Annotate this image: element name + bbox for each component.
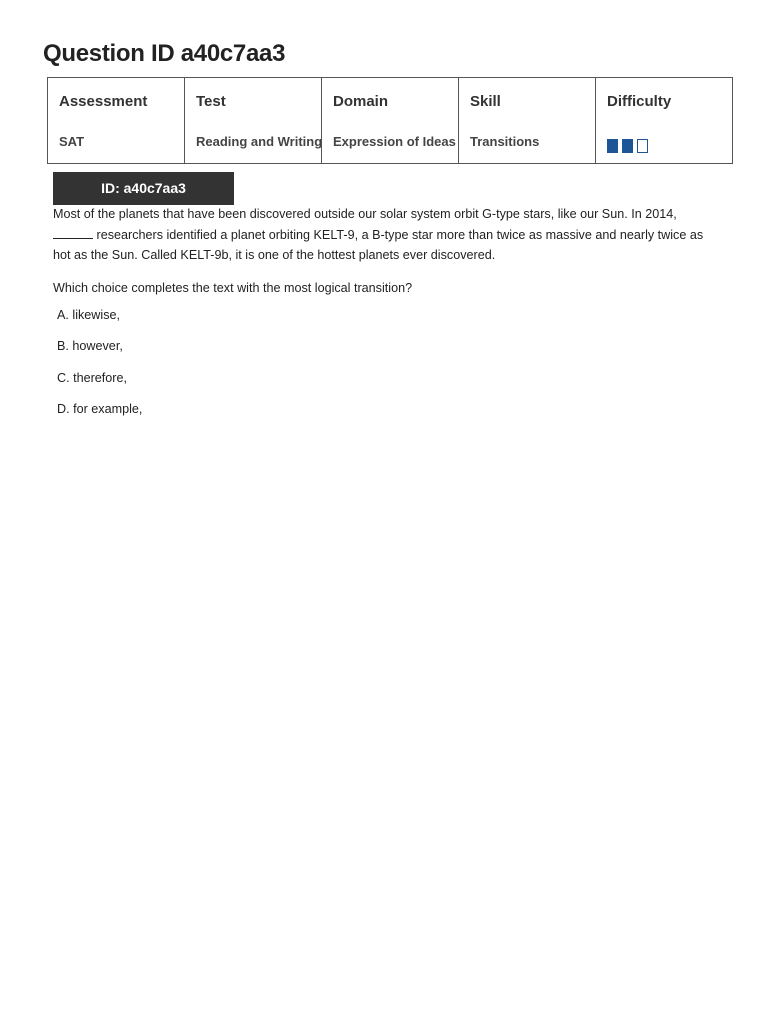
assessment-header: Assessment — [59, 93, 148, 110]
question-metadata-table — [47, 77, 733, 164]
choice-a[interactable] — [57, 306, 142, 337]
domain-value: Expression of Ideas — [333, 134, 456, 149]
question-id-badge: ID: a40c7aa3 — [53, 172, 234, 205]
metadata-row — [48, 78, 733, 164]
difficulty-empty-box — [637, 139, 648, 153]
choice-letter: C. — [57, 370, 70, 385]
domain-header: Domain — [333, 93, 389, 110]
passage-text-after-blank: researchers identified a planet orbiting KELT-9, a B-type star more than twice as massive and nearly twice as hot as the Sun. Called KELT-9b, it is one of the hottest planets ever discovered. — [53, 227, 704, 262]
assessment-value: SAT — [59, 134, 85, 149]
difficulty-header: Difficulty — [607, 93, 672, 110]
skill-header: Skill — [470, 93, 501, 110]
difficulty-filled-box — [622, 139, 633, 153]
page-title: Question ID a40c7aa3 — [43, 40, 286, 67]
test-cell — [185, 78, 322, 164]
choice-text: however, — [72, 339, 123, 354]
choice-c[interactable] — [57, 369, 142, 400]
choice-letter: D. — [57, 401, 70, 416]
choice-letter: B. — [57, 339, 69, 354]
choice-text: therefore, — [73, 370, 127, 385]
test-value: Reading and Writing — [196, 134, 323, 149]
passage-text-before-blank: Most of the planets that have been discovered outside our solar system orbit G-type stars, like our Sun. In 2014, — [53, 207, 677, 221]
test-header: Test — [196, 93, 226, 110]
choice-d[interactable] — [57, 400, 142, 431]
choice-b[interactable] — [57, 337, 142, 368]
difficulty-indicator — [607, 139, 721, 153]
difficulty-filled-box — [607, 139, 618, 153]
difficulty-cell — [596, 78, 733, 164]
assessment-cell — [48, 78, 185, 164]
skill-value: Transitions — [470, 134, 540, 149]
answer-choices — [57, 306, 142, 431]
answer-blank — [53, 225, 93, 239]
domain-cell — [322, 78, 459, 164]
choice-text: likewise, — [72, 308, 120, 322]
question-passage — [53, 205, 721, 265]
choice-letter: A. — [57, 308, 69, 322]
question-prompt: Which choice completes the text with the most logical transition? — [53, 281, 413, 295]
skill-cell — [459, 78, 596, 164]
choice-text: for example, — [73, 401, 143, 416]
